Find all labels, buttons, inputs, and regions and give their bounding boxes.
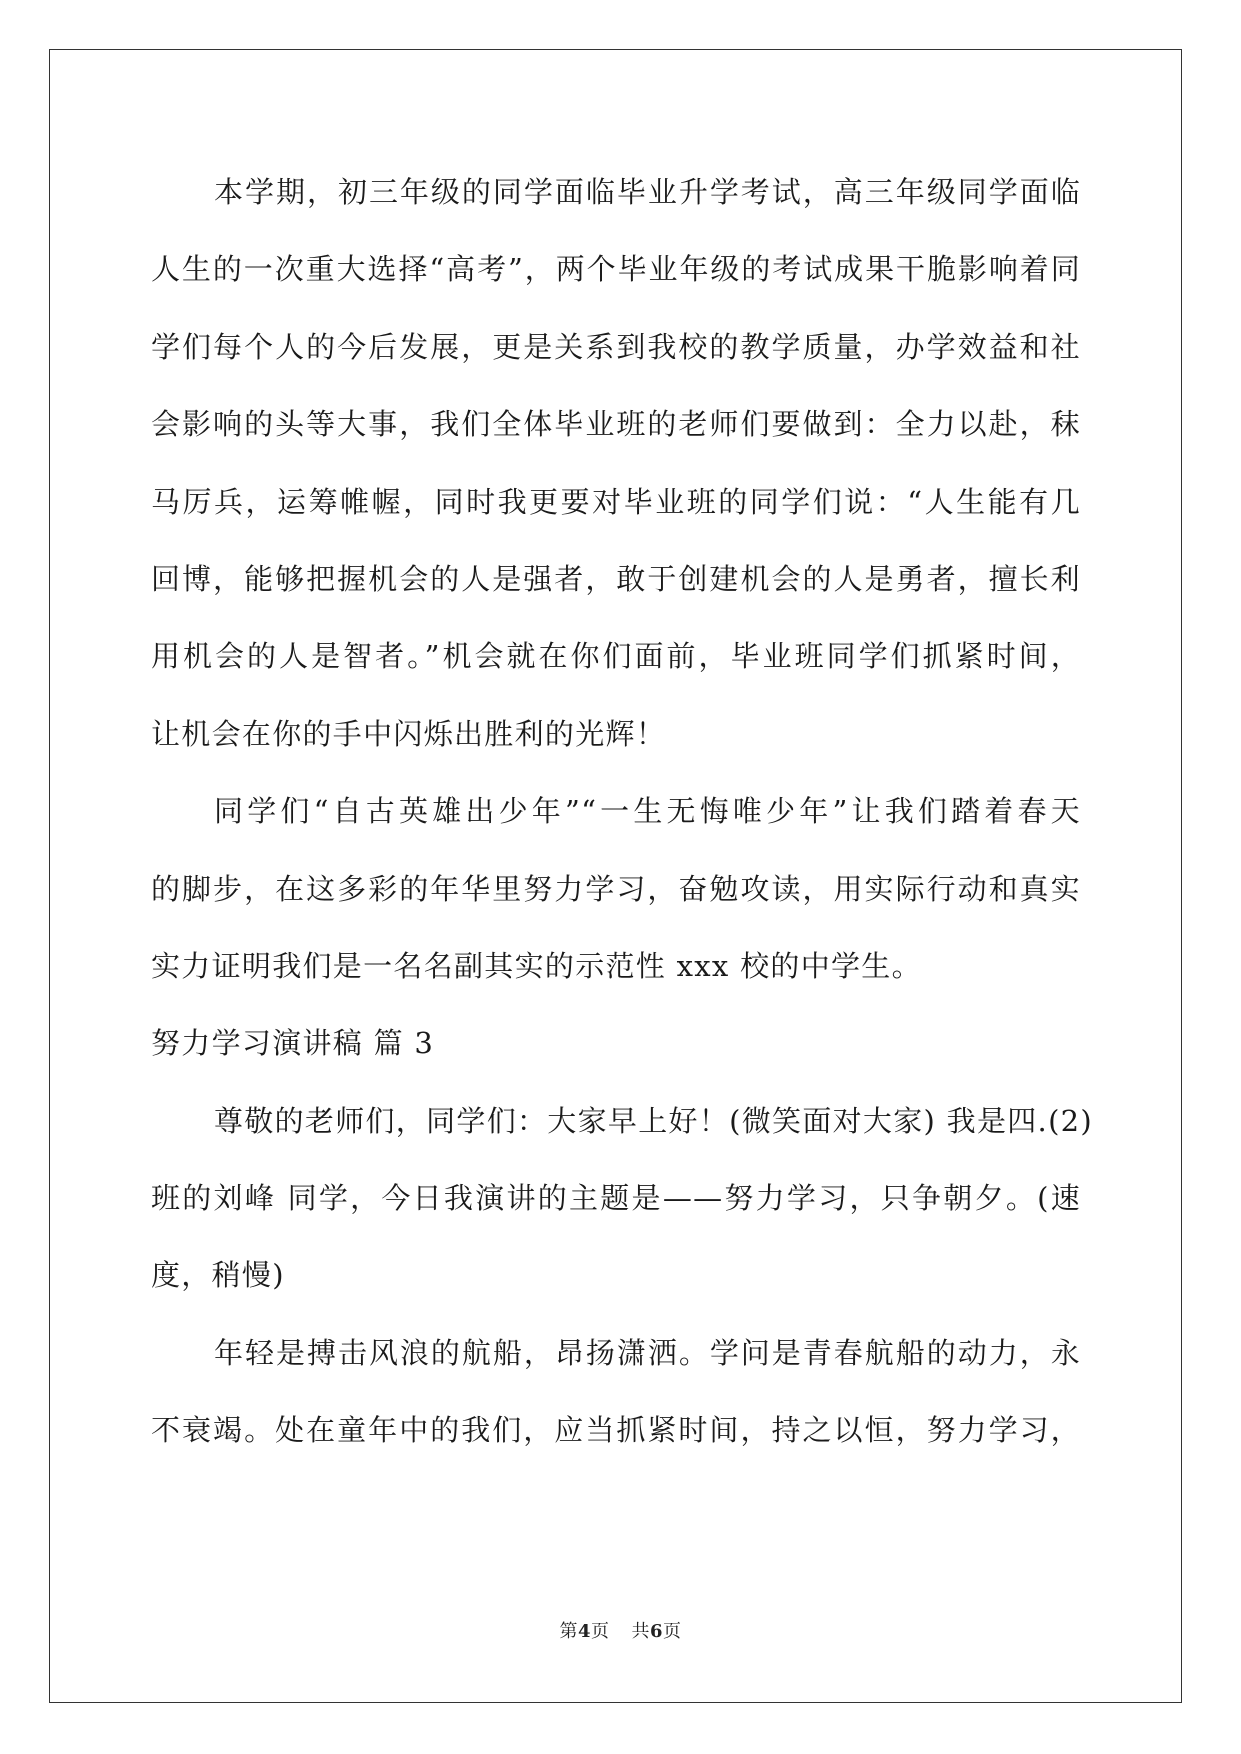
text-line: 马厉兵，运筹帷幄，同时我更要对毕业班的同学们说：“人生能有几	[151, 484, 1081, 519]
text-line: 尊敬的老师们，同学们：大家早上好！(微笑面对大家) 我是四.(2)	[214, 1103, 1094, 1138]
document-body	[151, 158, 1094, 1474]
page-footer	[0, 1617, 1241, 1643]
text-line: 班的刘峰 同学，今日我演讲的主题是——努力学习，只争朝夕。(速	[151, 1181, 1081, 1216]
text-line: 让机会在你的手中闪烁出胜利的光辉！	[151, 716, 667, 751]
text-line: 实力证明我们是一名名副其实的示范性 xxx 校的中学生。	[151, 948, 922, 983]
text-line: 年轻是搏击风浪的航船，昂扬潇洒。学问是青春航船的动力，永	[214, 1335, 1081, 1370]
text-line: 本学期，初三年级的同学面临毕业升学考试，高三年级同学面临	[214, 175, 1081, 209]
text-line: 度，稍慢)	[151, 1258, 285, 1293]
page-prefix: 第	[559, 1621, 578, 1642]
total-pages: 6	[650, 1621, 664, 1642]
text-line: 的脚步，在这多彩的年华里努力学习，奋勉攻读，用实际行动和真实	[151, 871, 1081, 906]
total-suffix: 页	[663, 1621, 682, 1642]
text-line: 会影响的头等大事，我们全体毕业班的老师们要做到：全力以赴，秣	[151, 407, 1081, 442]
text-line: 回博，能够把握机会的人是强者，敢于创建机会的人是勇者，擅长利	[151, 561, 1081, 596]
section-heading: 努力学习演讲稿 篇 3	[151, 1026, 435, 1061]
text-line: 不衰竭。处在童年中的我们，应当抓紧时间，持之以恒，努力学习，	[151, 1413, 1081, 1448]
text-line: 同学们“自古英雄出少年”“一生无悔唯少年”让我们踏着春天	[214, 794, 1081, 829]
page-suffix: 页	[591, 1621, 610, 1642]
text-line: 学们每个人的今后发展，更是关系到我校的教学质量，办学效益和社	[151, 329, 1081, 364]
page-number: 4	[577, 1621, 591, 1642]
text-line: 用机会的人是智者。”机会就在你们面前，毕业班同学们抓紧时间，	[151, 639, 1081, 674]
text-line: 人生的一次重大选择“高考”，两个毕业年级的考试成果干脆影响着同	[151, 252, 1081, 287]
total-prefix: 共	[631, 1621, 650, 1642]
